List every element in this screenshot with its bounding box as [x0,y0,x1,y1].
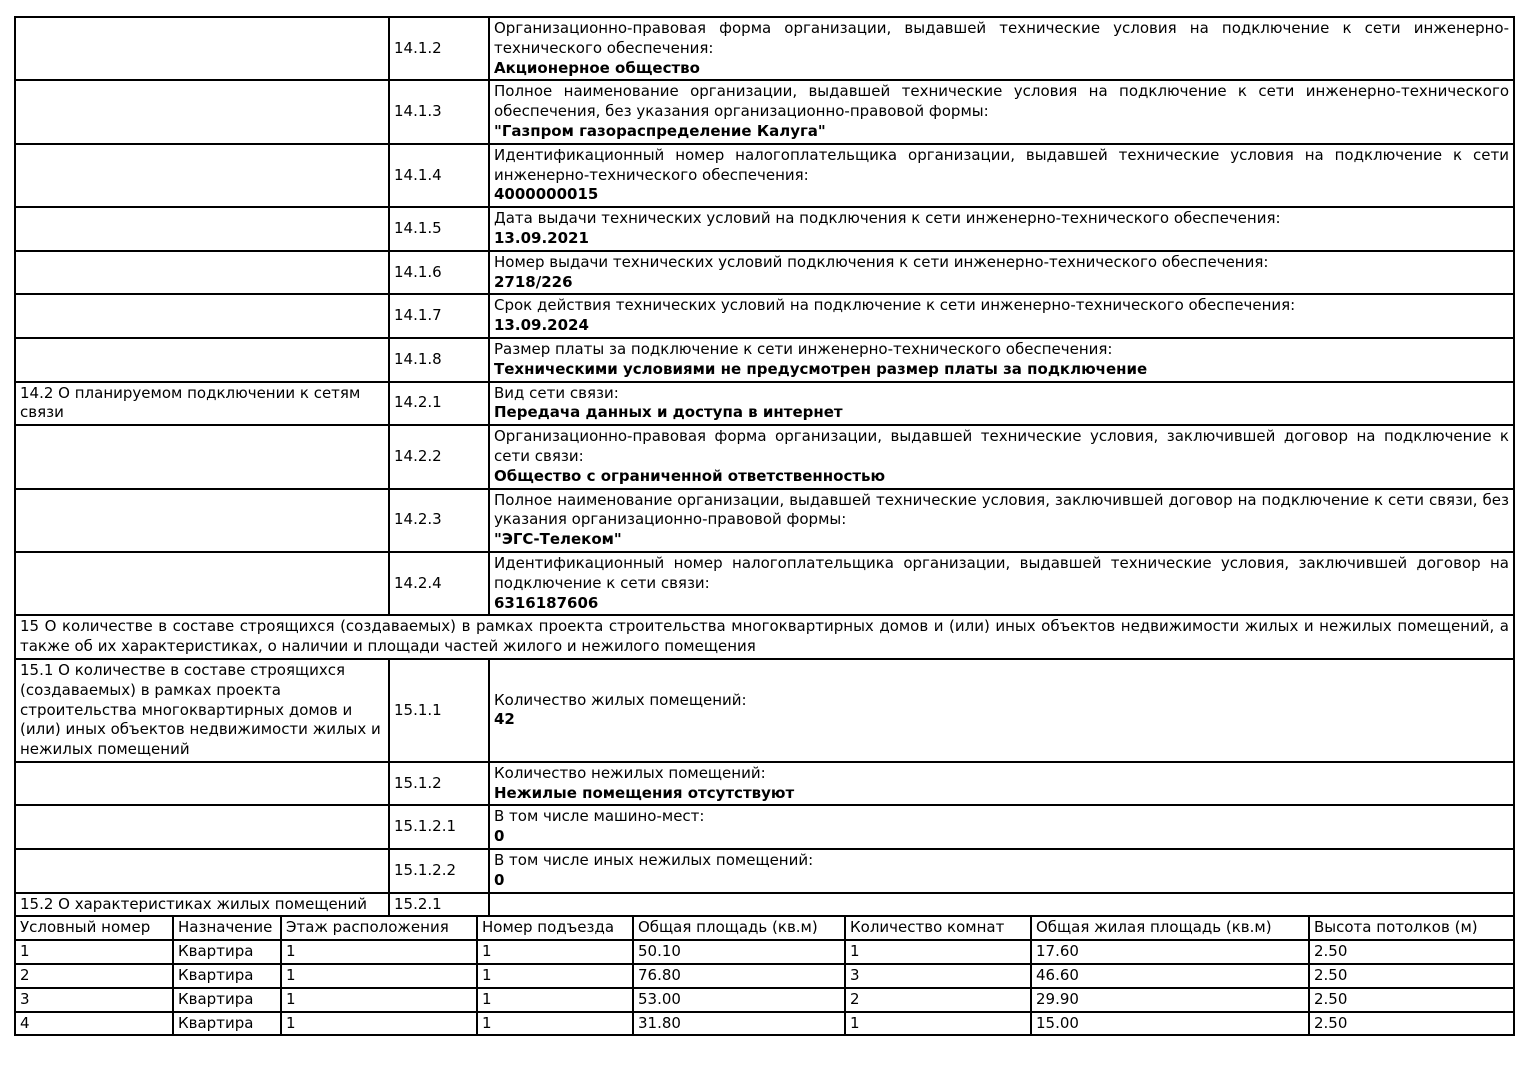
item-cell [489,17,1514,80]
table-row [15,338,1514,382]
field-label: Дата выдачи технических условий на подключения к сети инженерно-технического обеспечения: [494,209,1281,228]
group-label [15,805,389,849]
table-row [15,382,1514,426]
item-code: 15.2.1 [389,893,489,917]
field-value: Передача данных и доступа в интернет [494,403,843,422]
item-code: 14.1.6 [389,251,489,295]
item-code: 14.1.4 [389,144,489,207]
field-value: Акционерное общество [494,58,700,77]
item-code: 14.1.2 [389,17,489,80]
apartment-row [15,964,1514,988]
group-label [15,17,389,80]
field-label: Полное наименование организации, выдавшей технические условия, заключившей договор на подключение к сети связи, без указания организационно-правовой формы: [494,490,1509,529]
field-value: Общество с ограниченной ответственностью [494,466,886,485]
table-row [15,425,1514,488]
item-code: 14.2.4 [389,552,489,615]
item-cell [489,805,1514,849]
item-code: 15.1.2.1 [389,805,489,849]
cell-unit-number: 2 [15,964,173,988]
column-header: Номер подъезда [477,916,633,940]
group-label [15,251,389,295]
cell-floor: 1 [281,964,477,988]
cell-unit-number: 4 [15,1012,173,1036]
cell-unit-number: 3 [15,988,173,1012]
group-label [15,144,389,207]
apartments-table [14,915,1515,1036]
apartment-row [15,988,1514,1012]
item-code: 15.1.2 [389,762,489,806]
field-value: 13.09.2024 [494,316,589,335]
table-row [15,207,1514,251]
field-value: Нежилые помещения отсутствуют [494,783,795,802]
group-label [15,762,389,806]
field-label: В том числе машино-мест: [494,807,705,826]
table-row [15,659,1514,762]
cell-rooms: 1 [845,1012,1031,1036]
cell-rooms: 2 [845,988,1031,1012]
cell-rooms: 3 [845,964,1031,988]
field-value: "Газпром газораспределение Калуга" [494,121,826,140]
group-label [15,294,389,338]
cell-ceiling-height: 2.50 [1309,940,1514,964]
item-code: 15.1.2.2 [389,849,489,893]
section-row [15,615,1514,659]
field-label: Номер выдачи технических условий подключения к сети инженерно-технического обеспечения: [494,252,1269,271]
table-row [15,849,1514,893]
cell-total-area: 31.80 [633,1012,845,1036]
table-row [15,489,1514,552]
field-label: Идентификационный номер налогоплательщика организации, выдавшей технические условия на подключение к сети инженерно-технического обеспечения: [494,145,1509,184]
item-code: 14.1.8 [389,338,489,382]
apartments-header-row [15,916,1514,940]
group-label [15,338,389,382]
field-value: Техническими условиями не предусмотрен размер платы за подключение [494,359,1148,378]
column-header: Количество комнат [845,916,1031,940]
group-label [15,425,389,488]
item-cell [489,294,1514,338]
cell-entrance: 1 [477,964,633,988]
item-cell [489,552,1514,615]
group-label: 14.2 О планируемом подключении к сетям связи [15,382,389,426]
table-row [15,762,1514,806]
field-label: Организационно-правовая форма организации, выдавшей технические условия, заключившей договор на подключение к сети связи: [494,427,1509,465]
cell-total-area: 76.80 [633,964,845,988]
field-label: Организационно-правовая форма организации, выдавшей технические условия на подключение к сети инженерно-технического обеспечения: [494,19,1509,57]
table-row [15,17,1514,80]
table-row [15,294,1514,338]
group-label [15,849,389,893]
column-header: Этаж расположения [281,916,477,940]
cell-rooms: 1 [845,940,1031,964]
field-label: Количество нежилых помещений: [494,763,766,782]
field-value: 0 [494,870,505,889]
column-header: Условный номер [15,916,173,940]
table-row [15,805,1514,849]
table-row [15,893,1514,917]
cell-entrance: 1 [477,940,633,964]
group-label [15,207,389,251]
cell-purpose: Квартира [173,1012,281,1036]
field-value: 0 [494,827,505,846]
group-label [15,80,389,143]
item-cell [489,338,1514,382]
apartment-row [15,1012,1514,1036]
field-value: 4000000015 [494,185,599,204]
item-cell [489,207,1514,251]
field-label: В том числе иных нежилых помещений: [494,851,814,870]
cell-living-area: 46.60 [1031,964,1309,988]
cell-floor: 1 [281,1012,477,1036]
cell-ceiling-height: 2.50 [1309,1012,1514,1036]
field-label: Размер платы за подключение к сети инженерно-технического обеспечения: [494,339,1113,358]
cell-total-area: 53.00 [633,988,845,1012]
cell-ceiling-height: 2.50 [1309,964,1514,988]
column-header: Назначение [173,916,281,940]
cell-purpose: Квартира [173,964,281,988]
table-row [15,144,1514,207]
field-label: Идентификационный номер налогоплательщика организации, выдавшей технические условия, заключившей договор на подключение к сети связи: [494,553,1509,592]
item-cell [489,80,1514,143]
column-header: Высота потолков (м) [1309,916,1514,940]
cell-living-area: 29.90 [1031,988,1309,1012]
item-cell [489,144,1514,207]
field-value: "ЭГС-Телеком" [494,530,622,549]
cell-floor: 1 [281,940,477,964]
group-label: 15.2 О характеристиках жилых помещений [15,893,389,917]
item-code: 14.2.1 [389,382,489,426]
item-code: 14.2.2 [389,425,489,488]
field-label: Полное наименование организации, выдавшей технические условия на подключение к сети инженерно-технического обеспечения, без указания организационно-правовой формы: [494,82,1509,121]
item-cell [489,489,1514,552]
column-header: Общая площадь (кв.м) [633,916,845,940]
section-title: 15 О количестве в составе строящихся (создаваемых) в рамках проекта строительства многоквартирных домов и (или) иных объектов недвижимости жилых и нежилых помещений, а также об их характеристиках, о наличии и площади частей жилого и нежилого помещения [15,615,1514,659]
cell-total-area: 50.10 [633,940,845,964]
item-cell [489,382,1514,426]
cell-entrance: 1 [477,1012,633,1036]
declaration-table [14,16,1515,917]
item-cell [489,762,1514,806]
field-label: Срок действия технических условий на подключение к сети инженерно-технического обеспечения: [494,296,1296,315]
item-cell [489,251,1514,295]
item-code: 14.1.5 [389,207,489,251]
group-label [15,489,389,552]
field-value: 42 [494,710,515,729]
cell-purpose: Квартира [173,988,281,1012]
cell-unit-number: 1 [15,940,173,964]
cell-living-area: 17.60 [1031,940,1309,964]
field-value: 6316187606 [494,593,599,612]
cell-entrance: 1 [477,988,633,1012]
field-label: Вид сети связи: [494,383,619,402]
apartment-row [15,940,1514,964]
item-code: 14.2.3 [389,489,489,552]
item-cell [489,893,1514,917]
group-label: 15.1 О количестве в составе строящихся (создаваемых) в рамках проекта строительства многоквартирных домов и (или) иных объектов недвижимости жилых и нежилых помещений [15,659,389,762]
group-label [15,552,389,615]
item-code: 15.1.1 [389,659,489,762]
field-value: 2718/226 [494,272,573,291]
item-cell [489,425,1514,488]
cell-floor: 1 [281,988,477,1012]
item-cell [489,849,1514,893]
table-row [15,80,1514,143]
item-code: 14.1.7 [389,294,489,338]
cell-ceiling-height: 2.50 [1309,988,1514,1012]
item-code: 14.1.3 [389,80,489,143]
cell-living-area: 15.00 [1031,1012,1309,1036]
cell-purpose: Квартира [173,940,281,964]
field-label: Количество жилых помещений: [494,690,747,709]
column-header: Общая жилая площадь (кв.м) [1031,916,1309,940]
field-value: 13.09.2021 [494,228,589,247]
item-cell [489,659,1514,762]
table-row [15,251,1514,295]
table-row [15,552,1514,615]
